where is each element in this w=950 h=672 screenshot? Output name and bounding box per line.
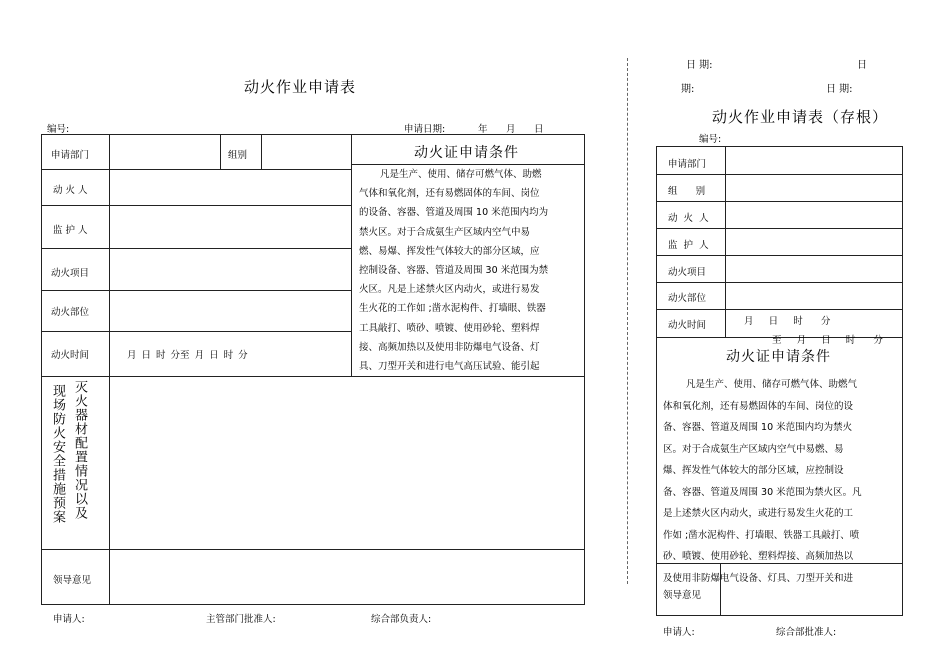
- left-measures-label-col2: 灭火器材配置情况以及: [72, 380, 87, 520]
- right-label-fire-person: 动 火 人: [668, 213, 709, 224]
- right-label-supervisor: 监 护 人: [668, 240, 709, 251]
- right-footer-applicant: 申请人:: [663, 627, 695, 638]
- left-date-year: 年: [478, 124, 488, 135]
- conditions-line: 工具敲打、喷砂、喷镀、使用砂轮、塑料焊: [359, 322, 540, 334]
- right-date-top: 日 期:: [686, 60, 713, 71]
- left-row-line: [41, 376, 585, 377]
- left-conditions-text: [359, 165, 548, 376]
- right-number-label: 编号:: [699, 134, 722, 145]
- left-footer-general-manager: 综合部负责人:: [371, 614, 432, 625]
- right-row-line: [656, 282, 903, 283]
- conditions-line: 爆、挥发性气体较大的部分区域，应控制设: [663, 465, 844, 476]
- cut-line: [627, 58, 628, 584]
- right-row-line: [656, 174, 903, 175]
- left-group-divider-b: [261, 134, 262, 169]
- conditions-line: 的设备、容器、管道及周围 10 米范围内均为: [359, 207, 549, 219]
- conditions-line: 备、容器、管道及周围 10 米范围内均为禁火: [663, 422, 853, 433]
- right-conditions-title: 动火证申请条件: [726, 349, 831, 365]
- conditions-line: 凡是生产、使用、储存可燃气体、助燃: [380, 169, 542, 180]
- conditions-line: 接、高频加热以及使用非防爆电气设备、灯: [359, 341, 540, 353]
- left-label-fire-location: 动火部位: [51, 307, 90, 318]
- right-fire-time-line1: 月 日 时 分: [744, 316, 831, 327]
- left-number-label: 编号:: [47, 124, 70, 135]
- right-label-leader-opinion: 领导意见: [663, 590, 702, 601]
- conditions-line: 作如 ;凿水泥构件、打墙眼、铁器工具敲打、喷: [663, 529, 860, 541]
- right-row-line: [656, 201, 903, 202]
- right-label-fire-time: 动火时间: [668, 320, 707, 331]
- conditions-line: 区。对于合成氨生产区域内空气中易燃、易: [663, 443, 844, 455]
- conditions-line: 是上述禁火区内动火，或进行易发生火花的工: [663, 508, 854, 519]
- left-fire-time-value: 月 日 时 分至 月 日 时 分: [127, 350, 248, 361]
- right-label-apply-dept: 申请部门: [668, 159, 707, 170]
- conditions-line: 燃、易爆、挥发性气体较大的部分区域，应: [359, 245, 540, 257]
- conditions-line: 备、容器、管道及周围 30 米范围为禁火区。凡: [663, 486, 862, 498]
- conditions-line: 凡是生产、使用、储存可燃气体、助燃气: [686, 379, 858, 390]
- conditions-line: 气体和氧化剂，还有易燃固体的车间、岗位: [359, 188, 540, 200]
- right-label-fire-item: 动火项目: [668, 267, 707, 278]
- left-label-supervisor: 监 护 人: [53, 225, 88, 236]
- right-form-title: 动火作业申请表（存根）: [712, 108, 889, 126]
- right-row-line: [656, 309, 903, 310]
- left-label-leader-opinion: 领导意见: [53, 575, 92, 586]
- left-date-day: 日: [534, 124, 544, 135]
- left-row-line: [41, 549, 585, 550]
- left-row-line: [41, 331, 351, 332]
- right-conditions-text: [663, 374, 862, 589]
- left-row-line: [41, 248, 351, 249]
- left-label-fire-time: 动火时间: [51, 350, 90, 361]
- left-row-line: [41, 290, 351, 291]
- right-row-line: [656, 255, 903, 256]
- left-conditions-divider: [351, 134, 352, 376]
- left-group-divider-a: [220, 134, 221, 169]
- right-row-line: [656, 228, 903, 229]
- left-row-line: [41, 169, 351, 170]
- conditions-line: 及使用非防爆电气设备、灯具、刀型开关和进: [663, 572, 854, 584]
- left-apply-date-label: 申请日期:: [404, 124, 446, 135]
- left-footer-applicant: 申请人:: [53, 614, 85, 625]
- left-form-title: 动火作业申请表: [244, 78, 357, 96]
- conditions-line: 具、刀型开关和进行电气高压试验、能引起: [359, 360, 540, 372]
- left-footer-dept-approver: 主管部门批准人:: [206, 614, 276, 625]
- conditions-line: 体和氧化剂，还有易燃固体的车间、岗位的设: [663, 400, 854, 412]
- right-fire-time-line2: 至 月 日 时 分: [772, 335, 883, 346]
- right-date-top-right: 日: [857, 60, 867, 71]
- conditions-line: 砂、喷镀、使用砂轮、塑料焊接、高频加热以: [663, 551, 854, 562]
- left-label-group: 组别: [228, 150, 248, 161]
- left-label-apply-dept: 申请部门: [51, 150, 90, 161]
- conditions-line: 禁火区。对于合成氨生产区域内空气中易: [359, 226, 531, 238]
- left-row-line: [41, 205, 351, 206]
- conditions-line: 火区。凡是上述禁火区内动火，或进行易发: [359, 284, 540, 296]
- left-measures-label-col1: 现场防火安全措施预案: [50, 384, 65, 524]
- right-date-second-left: 期:: [681, 84, 695, 95]
- right-date-second-right: 日 期:: [826, 84, 853, 95]
- conditions-line: 控制设备、容器、管道及周围 30 米范围为禁: [359, 264, 549, 276]
- left-label-fire-item: 动火项目: [51, 268, 90, 279]
- left-conditions-title: 动火证申请条件: [414, 145, 519, 161]
- conditions-line: 生火花的工作如 ;凿水泥构件、打墙眼、铁器: [359, 303, 546, 315]
- right-label-fire-location: 动火部位: [668, 293, 707, 304]
- right-footer-general-manager: 综合部批准人:: [776, 627, 837, 638]
- left-date-month: 月: [506, 124, 516, 135]
- right-label-group: 组 别: [668, 186, 706, 197]
- left-label-fire-person: 动 火 人: [53, 185, 88, 196]
